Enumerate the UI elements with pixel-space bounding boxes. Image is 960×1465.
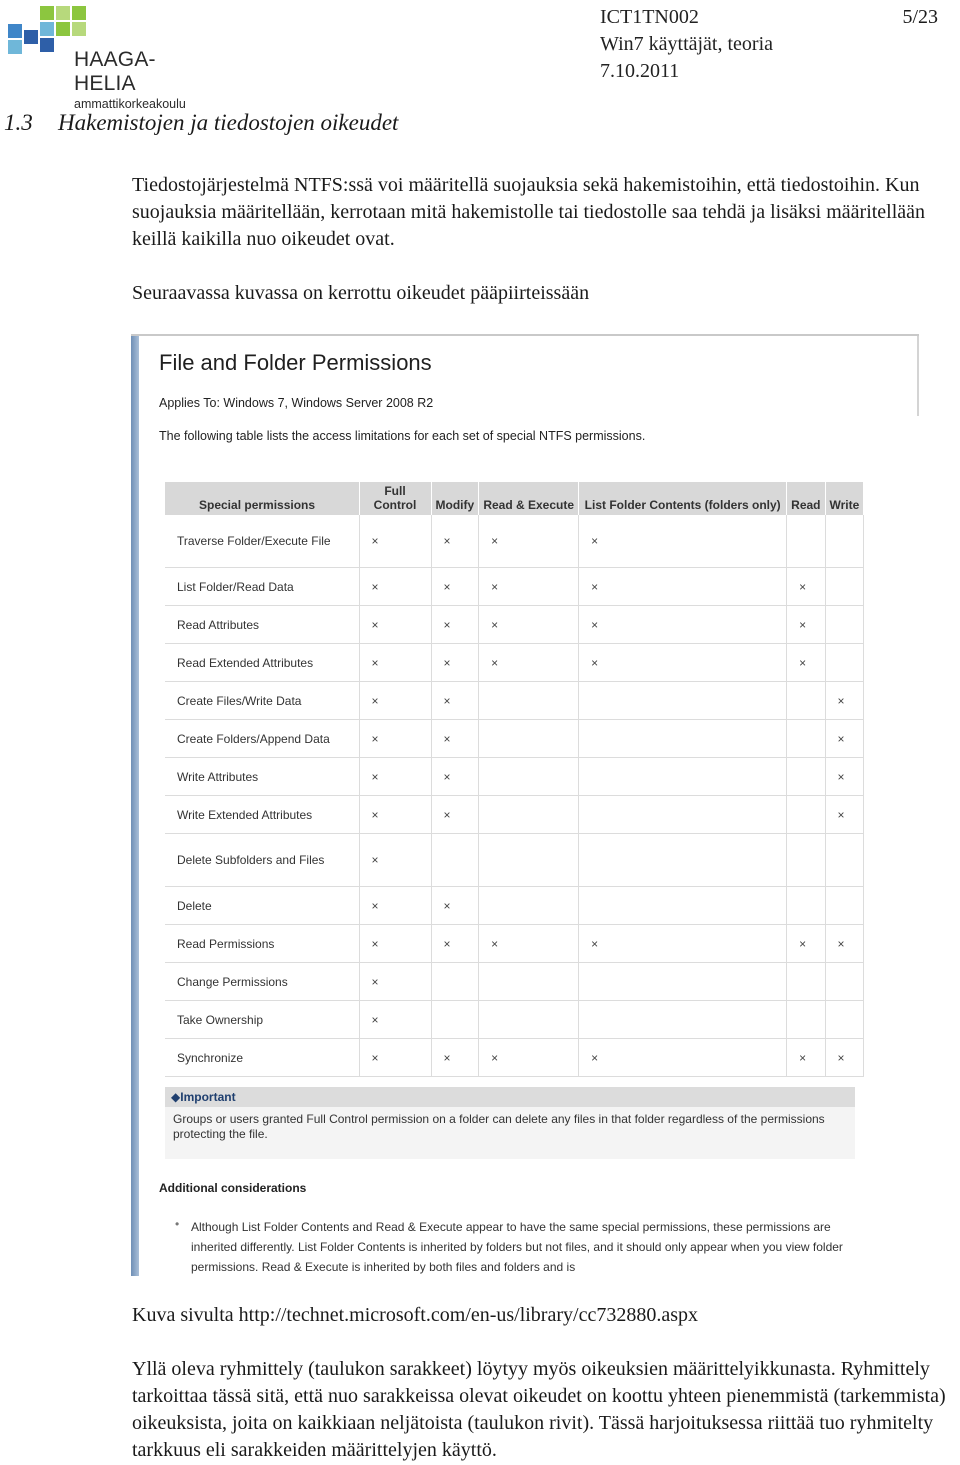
permission-name: Change Permissions [165,963,359,1001]
logo-name: HAAGA-HELIA [74,48,156,95]
permission-mark: × [479,515,579,568]
permission-mark [479,720,579,758]
permission-mark [825,963,864,1001]
permission-mark: × [431,720,479,758]
additional-text: Although List Folder Contents and Read & Execute appear to have the same special permissions, these permissions are inherited differently. List Folder Contents is inherited by folders but not files, and it should only appear when you view folder permissions. Read & Execute is inherited by both files and folders and is [191,1220,843,1274]
document-date: 7.10.2011 [600,60,680,82]
permission-mark: × [579,1039,787,1077]
section-number: 1.3 [4,110,33,135]
permission-mark [825,606,864,644]
permission-mark [825,1001,864,1039]
permission-mark: × [479,925,579,963]
permission-mark: × [825,720,864,758]
column-header: Special permissions [165,482,359,515]
table-row [165,963,864,1001]
permission-name: Write Extended Attributes [165,796,359,834]
table-header-row [165,482,864,515]
permission-mark [479,758,579,796]
permission-mark [479,963,579,1001]
permission-mark: × [359,568,431,606]
permission-mark: × [359,834,431,887]
permission-mark [579,887,787,925]
important-note [165,1087,855,1159]
permission-mark: × [787,1039,825,1077]
column-header: Modify [431,482,479,515]
table-row [165,796,864,834]
table-row [165,1001,864,1039]
permission-mark: × [359,720,431,758]
table-row [165,515,864,568]
permission-mark: × [359,606,431,644]
permission-mark [579,796,787,834]
permission-mark: × [479,1039,579,1077]
permission-mark: × [479,568,579,606]
permission-mark [787,796,825,834]
permission-mark [787,682,825,720]
permission-name: Synchronize [165,1039,359,1077]
permission-name: Delete [165,887,359,925]
permission-mark: × [359,925,431,963]
document-subject: Win7 käyttäjät, teoria [600,33,774,55]
screenshot-left-bar [131,336,139,1276]
lead-paragraph: Seuraavassa kuvassa on kerrottu oikeudet pääpiirteissään [132,282,590,304]
permission-mark [787,834,825,887]
bullet-icon: • [175,1217,180,1231]
permission-name: Take Ownership [165,1001,359,1039]
permission-name: Read Permissions [165,925,359,963]
permission-mark [479,1001,579,1039]
permission-mark [787,1001,825,1039]
permission-mark: × [359,887,431,925]
table-row [165,925,864,963]
table-intro: The following table lists the access limitations for each set of special NTFS permissions. [159,429,646,443]
document-header [600,4,773,85]
table-row [165,1039,864,1077]
screenshot-right-edge [917,336,919,416]
permission-mark [579,963,787,1001]
permission-mark [479,887,579,925]
permission-mark: × [787,568,825,606]
permission-name: Write Attributes [165,758,359,796]
permission-mark [479,796,579,834]
table-row [165,834,864,887]
permission-mark: × [431,887,479,925]
permission-mark [431,834,479,887]
permission-mark [479,682,579,720]
permission-mark: × [359,644,431,682]
permissions-screenshot [131,334,919,1276]
screenshot-title: File and Folder Permissions [159,350,432,375]
permission-mark: × [825,758,864,796]
column-header: Read [787,482,825,515]
permission-mark: × [431,682,479,720]
figure-caption: Kuva sivulta http://technet.microsoft.com/en-us/library/cc732880.aspx [132,1304,698,1326]
section-title: Hakemistojen ja tiedostojen oikeudet [58,110,399,135]
permission-mark: × [579,568,787,606]
permission-mark [825,887,864,925]
table-row [165,758,864,796]
permission-mark [579,758,787,796]
permission-mark [787,515,825,568]
permission-mark: × [359,1039,431,1077]
permission-mark: × [787,925,825,963]
permission-name: Read Extended Attributes [165,644,359,682]
permission-mark: × [359,796,431,834]
column-header: Write [825,482,864,515]
important-heading [165,1087,855,1107]
permission-mark: × [787,644,825,682]
permission-mark: × [431,568,479,606]
permission-mark: × [479,606,579,644]
table-row [165,720,864,758]
permission-mark [479,834,579,887]
permission-mark: × [431,925,479,963]
permission-mark [787,963,825,1001]
permissions-table [165,482,864,1077]
permission-mark: × [359,963,431,1001]
permission-mark: × [359,515,431,568]
haaga-helia-logo [6,4,206,111]
permission-mark [825,834,864,887]
important-label: Important [180,1090,236,1104]
applies-to: Applies To: Windows 7, Windows Server 2008 R2 [159,396,434,410]
permission-mark [825,644,864,682]
permission-mark [579,834,787,887]
permission-mark: × [825,796,864,834]
course-code: ICT1TN002 [600,6,699,28]
column-header: Full Control [359,482,431,515]
permission-mark: × [825,682,864,720]
permission-mark: × [579,644,787,682]
permission-mark: × [431,644,479,682]
permission-mark [579,682,787,720]
outro-paragraph: Yllä oleva ryhmittely (taulukon sarakkeet) löytyy myös oikeuksien määrittelyikkunasta. Ryhmittely tarkoittaa tässä sitä, että nuo sarakkeissa olevat oikeudet on koottu yhteen pienemmistä (tarkemmista) oikeuksista, joita on kaikkiaan neljätoista (taulukon rivit). Tässä harjoituksessa riittää tuo ryhmitelty tarkkuus eli sarakkeiden määrittelyjen käyttö. [132,1358,946,1461]
permission-mark [431,1001,479,1039]
permission-mark: × [825,925,864,963]
column-header: List Folder Contents (folders only) [579,482,787,515]
permission-name: List Folder/Read Data [165,568,359,606]
permission-mark [825,515,864,568]
permission-mark: × [479,644,579,682]
permission-mark [825,568,864,606]
logo-subtitle: ammattikorkeakoulu [74,97,186,111]
permission-mark: × [825,1039,864,1077]
permission-mark: × [431,1039,479,1077]
permission-mark: × [359,758,431,796]
permission-mark [787,720,825,758]
permission-name: Create Folders/Append Data [165,720,359,758]
table-row [165,644,864,682]
table-row [165,887,864,925]
permission-mark: × [579,515,787,568]
permission-name: Traverse Folder/Execute File [165,515,359,568]
additional-heading: Additional considerations [159,1181,307,1195]
permission-mark [579,720,787,758]
permission-mark: × [431,758,479,796]
important-text: Groups or users granted Full Control permission on a folder can delete any files in that folder regardless of the permissions protecting the file. [173,1112,825,1141]
permission-mark: × [431,606,479,644]
permission-mark: × [579,925,787,963]
page-number: 5/23 [902,6,938,28]
permission-mark [431,963,479,1001]
table-row [165,682,864,720]
section-heading [4,110,398,136]
permission-name: Create Files/Write Data [165,682,359,720]
permission-name: Delete Subfolders and Files [165,834,359,887]
important-diamond-icon: ◆ [171,1090,181,1104]
table-row [165,568,864,606]
permission-mark: × [579,606,787,644]
permission-mark [787,758,825,796]
permission-mark [787,887,825,925]
permission-mark: × [787,606,825,644]
permission-mark: × [431,515,479,568]
intro-paragraph: Tiedostojärjestelmä NTFS:ssä voi määritellä suojauksia sekä hakemistoihin, että tiedostoihin. Kun suojauksia määritellään, kerrotaan mitä hakemistolle tai tiedostolle saa tehdä ja lisäksi määritellään keillä kaikilla nuo oikeudet ovat. [132,174,926,250]
table-row [165,606,864,644]
column-header: Read & Execute [479,482,579,515]
permission-name: Read Attributes [165,606,359,644]
permission-mark: × [359,1001,431,1039]
permission-mark [579,1001,787,1039]
permission-mark: × [431,796,479,834]
permission-mark: × [359,682,431,720]
